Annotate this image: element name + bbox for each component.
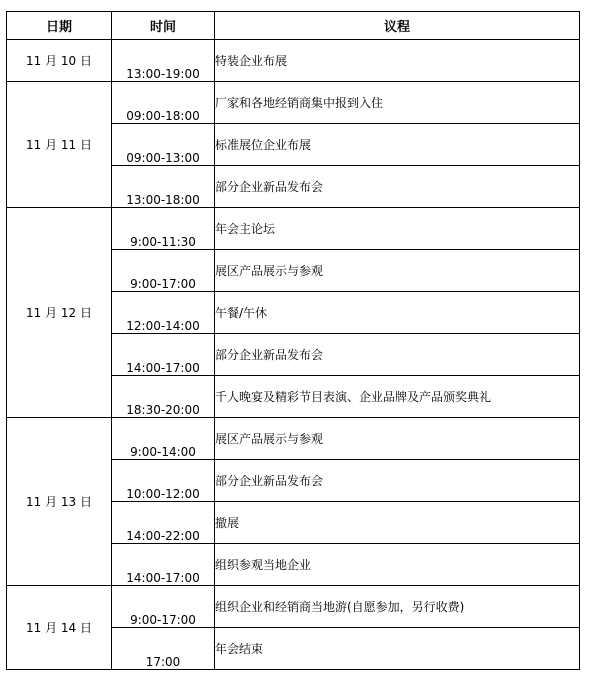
time-cell: 9:00-17:00 (112, 586, 215, 628)
agenda-cell: 撤展 (215, 502, 580, 544)
agenda-cell: 午餐/午休 (215, 292, 580, 334)
header-date: 日期 (7, 12, 112, 40)
agenda-cell: 年会结束 (215, 628, 580, 670)
time-cell: 09:00-13:00 (112, 124, 215, 166)
table-row (7, 418, 580, 460)
header-row (7, 12, 580, 40)
time-cell: 9:00-14:00 (112, 418, 215, 460)
time-cell: 12:00-14:00 (112, 292, 215, 334)
time-cell: 18:30-20:00 (112, 376, 215, 418)
time-cell: 17:00 (112, 628, 215, 670)
table-row (7, 82, 580, 124)
date-cell: 11 月 14 日 (7, 586, 112, 670)
schedule-body (7, 40, 580, 670)
agenda-cell: 厂家和各地经销商集中报到入住 (215, 82, 580, 124)
agenda-cell: 标准展位企业布展 (215, 124, 580, 166)
agenda-cell: 展区产品展示与参观 (215, 418, 580, 460)
agenda-cell: 展区产品展示与参观 (215, 250, 580, 292)
time-cell: 14:00-22:00 (112, 502, 215, 544)
time-cell: 10:00-12:00 (112, 460, 215, 502)
agenda-cell: 年会主论坛 (215, 208, 580, 250)
date-cell: 11 月 13 日 (7, 418, 112, 586)
agenda-cell: 组织参观当地企业 (215, 544, 580, 586)
time-cell: 14:00-17:00 (112, 334, 215, 376)
time-cell: 9:00-11:30 (112, 208, 215, 250)
agenda-cell: 特装企业布展 (215, 40, 580, 82)
time-cell: 14:00-17:00 (112, 544, 215, 586)
table-row (7, 586, 580, 628)
agenda-cell: 部分企业新品发布会 (215, 334, 580, 376)
agenda-cell: 组织企业和经销商当地游(自愿参加，另行收费) (215, 586, 580, 628)
table-row (7, 40, 580, 82)
agenda-cell: 部分企业新品发布会 (215, 166, 580, 208)
agenda-cell: 部分企业新品发布会 (215, 460, 580, 502)
time-cell: 09:00-18:00 (112, 82, 215, 124)
time-cell: 13:00-19:00 (112, 40, 215, 82)
date-cell: 11 月 10 日 (7, 40, 112, 82)
time-cell: 13:00-18:00 (112, 166, 215, 208)
header-agenda: 议程 (215, 12, 580, 40)
date-cell: 11 月 11 日 (7, 82, 112, 208)
time-cell: 9:00-17:00 (112, 250, 215, 292)
date-cell: 11 月 12 日 (7, 208, 112, 418)
agenda-cell: 千人晚宴及精彩节目表演、企业品牌及产品颁奖典礼 (215, 376, 580, 418)
header-time: 时间 (112, 12, 215, 40)
schedule-table (6, 11, 580, 670)
table-row (7, 208, 580, 250)
